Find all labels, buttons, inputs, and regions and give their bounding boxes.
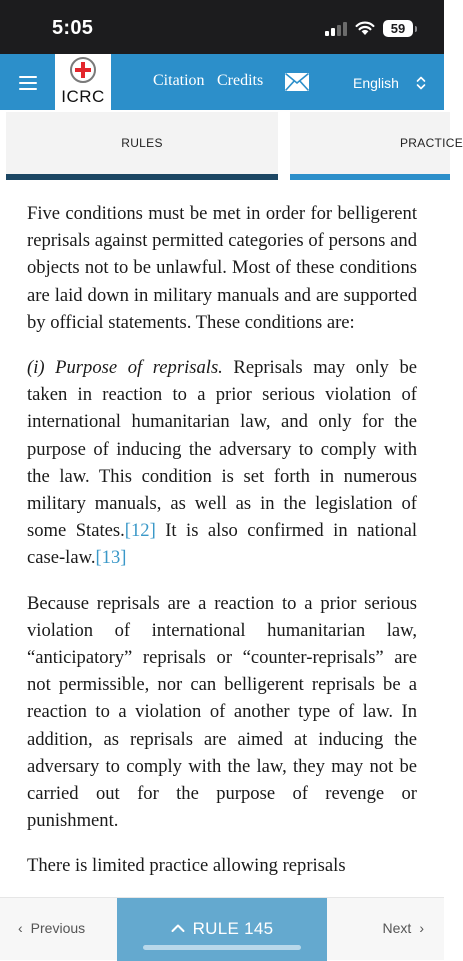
footnote-link-13[interactable]: [13] [95,547,127,569]
status-time: 5:05 [52,17,94,39]
rule-content [27,200,417,900]
tab-active-indicator [6,174,278,180]
next-label: Next [382,920,412,936]
cellular-signal-icon [325,22,347,36]
wifi-icon [355,20,375,36]
chevron-up-icon [171,923,185,933]
previous-button[interactable] [18,920,85,936]
rule-label: RULE 145 [192,919,274,938]
red-cross-emblem-icon [70,57,96,83]
tab-label: PRACTICE [400,136,463,150]
chevron-left-icon: ‹ [18,920,23,936]
tab-practice[interactable] [290,112,463,180]
home-indicator [143,945,301,950]
language-select[interactable] [340,74,434,94]
chevron-right-icon: › [419,920,424,936]
status-bar [0,0,444,54]
select-arrows-icon [416,75,426,91]
rule-number-button[interactable] [117,898,327,961]
bottom-nav-bar [0,897,444,960]
icrc-logo[interactable] [55,54,111,110]
paragraph: There is limited practice allowing reprisals [27,855,346,877]
paragraph-text: Reprisals may only be taken in reaction to a prior serious violation of international humanitarian law, and only for the purpose of inducing the adversary to comply with the law. This condition is set forth in numerous military manuals, as well as in the legislation of some States. [27,357,417,542]
paragraph: Five conditions must be met in order for belligerent reprisals against permitted categories of persons and objects not to be unlawful. Most of these conditions are laid down in military manuals and are supported by official statements. These conditions are: [27,203,417,333]
citation-link[interactable]: Citation [153,72,205,89]
tab-indicator [290,174,450,180]
mail-icon[interactable] [285,73,309,91]
tab-label: RULES [121,136,163,150]
previous-label: Previous [30,920,86,936]
paragraph-heading: (i) Purpose of reprisals. [27,357,223,379]
battery-icon: 59 [383,20,413,37]
paragraph [27,354,417,572]
next-button[interactable] [383,920,424,936]
credits-link[interactable]: Credits [217,72,264,89]
paragraph-text: It is also confirmed in national case-law. [27,520,417,569]
tab-bar [0,110,463,180]
logo-text: ICRC [61,87,105,106]
footnote-link-12[interactable]: [12] [124,520,156,542]
paragraph: Because reprisals are a reaction to a prior serious violation of international humanitarian law, “anticipatory” reprisals or “counter-reprisals” are not permissible, nor can belligerent reprisals be a reaction to a violation of another type of law. In addition, as reprisals are aimed at inducing the adversary to comply with the law, they may not be carried out for the purpose of revenge or punishment. [27,592,417,832]
language-label: English [353,75,399,91]
app-header [0,54,444,110]
tab-rules[interactable] [6,112,278,180]
hamburger-menu-icon[interactable] [19,76,37,90]
